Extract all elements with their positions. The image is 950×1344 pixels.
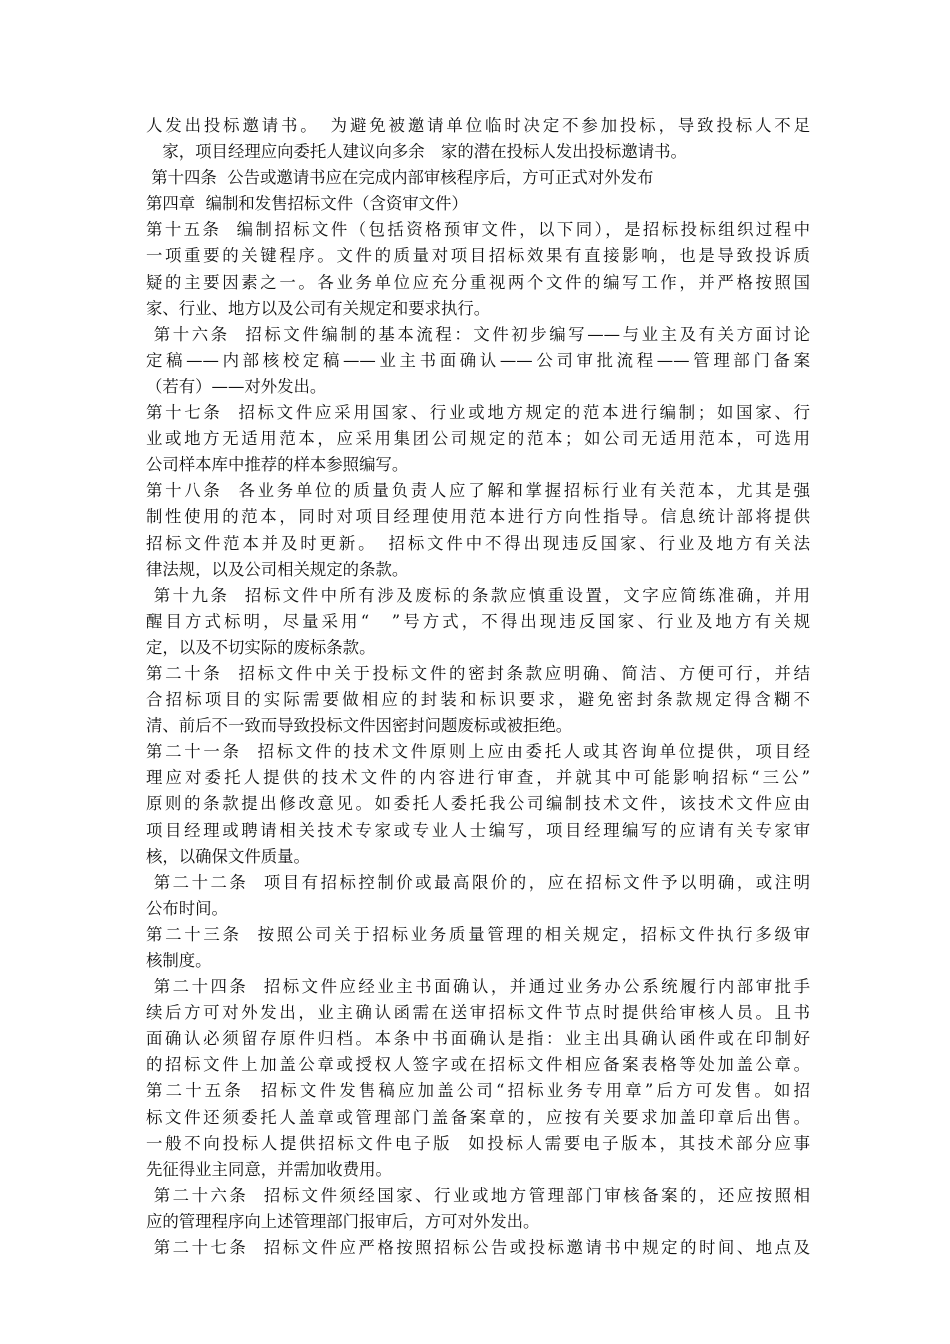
text-line: 一项重要的关键程序。文件的质量对项目招标效果有直接影响，也是导致投诉质 [146, 246, 810, 266]
text-line: 第十五条 编制招标文件（包括资格预审文件，以下同），是招标投标组织过程中 [146, 220, 810, 240]
text-line: 应的管理程序向上述管理部门报审后，方可对外发出。 [146, 1211, 540, 1231]
text-line: 招标文件范本并及时更新。 招标文件中不得出现违反国家、行业及地方有关法 [146, 533, 810, 553]
text-line: 公布时间。 [146, 898, 228, 918]
text-line: 律法规，以及公司相关规定的条款。 [146, 559, 409, 579]
text-line: 第十七条 招标文件应采用国家、行业或地方规定的范本进行编制；如国家、行 [146, 403, 810, 423]
text-line: 第二十三条 按照公司关于招标业务质量管理的相关规定，招标文件执行多级审 [146, 924, 810, 944]
text-line: 业或地方无适用范本，应采用集团公司规定的范本；如公司无适用范本，可选用 [146, 429, 810, 449]
text-line: 核制度。 [146, 951, 212, 970]
text-line: 人发出投标邀请书。 为避免被邀请单位临时决定不参加投标，导致投标人不足 [146, 116, 810, 135]
text-line: 第二十七条 招标文件应严格按照招标公告或投标邀请书中规定的时间、地点及 [146, 1238, 810, 1258]
text-line: 标文件还须委托人盖章或管理部门盖备案章的，应按有关要求加盖印章后出售。 [146, 1107, 810, 1127]
text-line: 家，项目经理应向委托人建议向多余 家的潜在投标人发出投标邀请书。 [146, 142, 687, 162]
document-body [146, 113, 810, 1261]
text-line: 第四章 编制和发售招标文件（含资审文件） [146, 194, 468, 214]
text-line: 公司样本库中推荐的样本参照编写。 [146, 455, 409, 475]
text-line: 第十六条 招标文件编制的基本流程：文件初步编写——与业主及有关方面讨论 [146, 324, 810, 344]
text-line: （若有）——对外发出。 [146, 376, 327, 396]
text-line: 一般不向投标人提供招标文件电子版 如投标人需要电子版本，其技术部分应事 [146, 1133, 810, 1153]
text-line: 第二十一条 招标文件的技术文件原则上应由委托人或其咨询单位提供，项目经 [146, 742, 810, 762]
text-line: 续后方可对外发出，业主确认函需在送审招标文件节点时提供给审核人员。且书 [146, 1003, 810, 1023]
text-line: 第二十四条 招标文件应经业主书面确认，并通过业务办公系统履行内部审批手 [146, 977, 810, 997]
text-line: 第二十条 招标文件中关于投标文件的密封条款应明确、简洁、方便可行，并结 [146, 663, 810, 683]
text-line: 原则的条款提出修改意见。如委托人委托我公司编制技术文件，该技术文件应由 [146, 794, 810, 814]
text-line: 定，以及不切实际的废标条款。 [146, 637, 376, 657]
text-line: 面确认必须留存原件归档。本条中书面确认是指：业主出具确认函件或在印制好 [146, 1029, 810, 1049]
text-line: 第二十二条 项目有招标控制价或最高限价的，应在招标文件予以明确，或注明 [146, 872, 810, 892]
text-line: 的招标文件上加盖公章或授权人签字或在招标文件相应备案表格等处加盖公章。 [146, 1055, 810, 1075]
text-line: 第二十五条 招标文件发售稿应加盖公司“招标业务专用章”后方可发售。如招 [146, 1081, 810, 1101]
text-line: 合招标项目的实际需要做相应的封装和标识要求，避免密封条款规定得含糊不 [146, 690, 810, 710]
text-line: 制性使用的范本，同时对项目经理使用范本进行方向性指导。信息统计部将提供 [146, 507, 810, 527]
text-line: 疑的主要因素之一。各业务单位应充分重视两个文件的编写工作，并严格按照国 [146, 272, 810, 292]
text-line: 醒目方式标明，尽量采用“ ”号方式，不得出现违反国家、行业及地方有关规 [146, 611, 810, 631]
text-line: 先征得业主同意，并需加收费用。 [146, 1159, 392, 1179]
text-line: 家、行业、地方以及公司有关规定和要求执行。 [146, 298, 491, 318]
text-line: 核，以确保文件质量。 [146, 846, 310, 866]
text-line: 理应对委托人提供的技术文件的内容进行审查，并就其中可能影响招标“三公” [146, 768, 810, 788]
text-line: 项目经理或聘请相关技术专家或专业人士编写，项目经理编写的应请有关专家审 [146, 820, 810, 840]
text-line: 第十四条 公告或邀请书应在完成内部审核程序后，方可正式对外发布 [146, 168, 654, 188]
text-line: 第二十六条 招标文件须经国家、行业或地方管理部门审核备案的，还应按照相 [146, 1185, 810, 1205]
text-line: 第十九条 招标文件中所有涉及废标的条款应慎重设置，文字应简练准确，并用 [146, 585, 810, 605]
text-line: 清、前后不一致而导致投标文件因密封问题废标或被拒绝。 [146, 716, 573, 736]
text-line: 定稿——内部核校定稿——业主书面确认——公司审批流程——管理部门备案 [146, 350, 810, 370]
text-line: 第十八条 各业务单位的质量负责人应了解和掌握招标行业有关范本，尤其是强 [146, 481, 810, 501]
